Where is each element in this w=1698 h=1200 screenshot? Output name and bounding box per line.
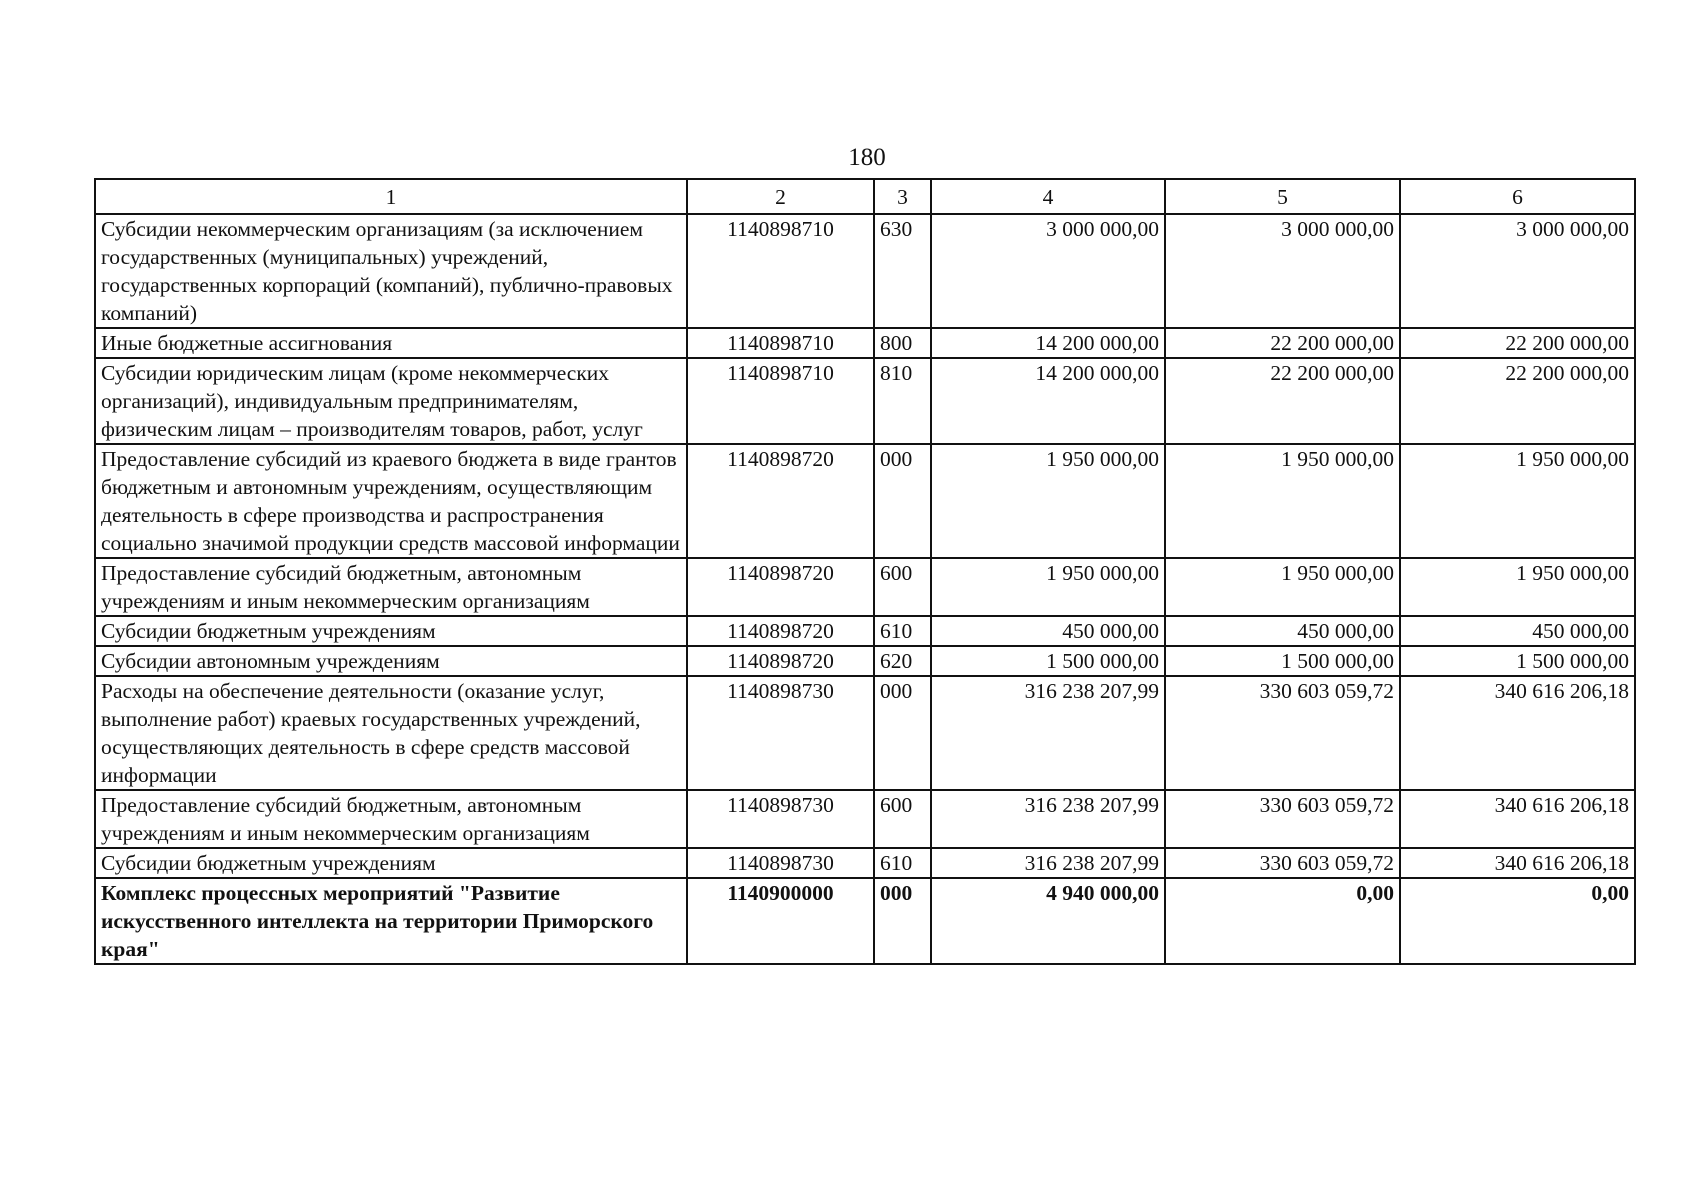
row-amount-4: 14 200 000,00	[931, 328, 1165, 358]
row-amount-5: 1 950 000,00	[1165, 558, 1400, 616]
row-name: Субсидии юридическим лицам (кроме некоммерческих организаций), индивидуальным предпринимателям, физическим лицам – производителям товаров, работ, услуг	[95, 358, 687, 444]
row-amount-6: 1 950 000,00	[1400, 558, 1635, 616]
row-target-code: 1140898730	[687, 790, 874, 848]
row-amount-6: 0,00	[1400, 878, 1635, 964]
row-amount-4: 450 000,00	[931, 616, 1165, 646]
table-row	[95, 328, 1635, 358]
row-amount-6: 22 200 000,00	[1400, 328, 1635, 358]
row-amount-5: 330 603 059,72	[1165, 848, 1400, 878]
row-target-code: 1140898730	[687, 676, 874, 790]
row-expense-type: 000	[874, 676, 931, 790]
header-row	[95, 179, 1635, 214]
row-name: Иные бюджетные ассигнования	[95, 328, 687, 358]
row-expense-type: 000	[874, 878, 931, 964]
row-amount-6: 3 000 000,00	[1400, 214, 1635, 328]
column-header-2: 2	[687, 179, 874, 214]
row-expense-type: 800	[874, 328, 931, 358]
budget-table	[94, 178, 1636, 965]
row-amount-5: 1 500 000,00	[1165, 646, 1400, 676]
table-row	[95, 358, 1635, 444]
row-target-code: 1140898710	[687, 214, 874, 328]
row-target-code: 1140898720	[687, 616, 874, 646]
table-row	[95, 848, 1635, 878]
row-expense-type: 810	[874, 358, 931, 444]
row-amount-6: 340 616 206,18	[1400, 790, 1635, 848]
row-amount-6: 340 616 206,18	[1400, 848, 1635, 878]
row-amount-5: 330 603 059,72	[1165, 676, 1400, 790]
row-name: Субсидии автономным учреждениям	[95, 646, 687, 676]
row-expense-type: 600	[874, 790, 931, 848]
row-expense-type: 610	[874, 616, 931, 646]
row-amount-6: 340 616 206,18	[1400, 676, 1635, 790]
row-name: Субсидии бюджетным учреждениям	[95, 616, 687, 646]
row-expense-type: 630	[874, 214, 931, 328]
row-name: Предоставление субсидий бюджетным, автономным учреждениям и иным некоммерческим организациям	[95, 790, 687, 848]
column-header-4: 4	[931, 179, 1165, 214]
row-amount-6: 1 500 000,00	[1400, 646, 1635, 676]
table-row	[95, 646, 1635, 676]
row-amount-6: 450 000,00	[1400, 616, 1635, 646]
row-target-code: 1140900000	[687, 878, 874, 964]
table-row	[95, 558, 1635, 616]
table-row	[95, 444, 1635, 558]
row-target-code: 1140898720	[687, 444, 874, 558]
column-header-1: 1	[95, 179, 687, 214]
column-header-6: 6	[1400, 179, 1635, 214]
row-name: Предоставление субсидий из краевого бюджета в виде грантов бюджетным и автономным учреждениям, осуществляющим деятельность в сфере производства и распространения социально значимой продукции средств массовой информации	[95, 444, 687, 558]
row-expense-type: 600	[874, 558, 931, 616]
table-row	[95, 616, 1635, 646]
row-amount-5: 22 200 000,00	[1165, 328, 1400, 358]
row-amount-4: 316 238 207,99	[931, 848, 1165, 878]
row-amount-5: 330 603 059,72	[1165, 790, 1400, 848]
column-header-3: 3	[874, 179, 931, 214]
row-amount-5: 0,00	[1165, 878, 1400, 964]
row-target-code: 1140898730	[687, 848, 874, 878]
table-row	[95, 676, 1635, 790]
table-row	[95, 214, 1635, 328]
column-header-5: 5	[1165, 179, 1400, 214]
row-target-code: 1140898720	[687, 558, 874, 616]
row-amount-5: 450 000,00	[1165, 616, 1400, 646]
row-amount-4: 316 238 207,99	[931, 790, 1165, 848]
row-target-code: 1140898710	[687, 328, 874, 358]
row-amount-5: 22 200 000,00	[1165, 358, 1400, 444]
row-name: Субсидии некоммерческим организациям (за исключением государственных (муниципальных) учреждений, государственных корпораций (компаний), публично-правовых компаний)	[95, 214, 687, 328]
row-amount-4: 14 200 000,00	[931, 358, 1165, 444]
row-target-code: 1140898710	[687, 358, 874, 444]
row-name: Предоставление субсидий бюджетным, автономным учреждениям и иным некоммерческим организациям	[95, 558, 687, 616]
row-amount-4: 4 940 000,00	[931, 878, 1165, 964]
row-amount-4: 316 238 207,99	[931, 676, 1165, 790]
row-expense-type: 620	[874, 646, 931, 676]
row-amount-4: 1 950 000,00	[931, 444, 1165, 558]
page-number: 180	[848, 144, 886, 171]
row-amount-4: 3 000 000,00	[931, 214, 1165, 328]
row-name: Субсидии бюджетным учреждениям	[95, 848, 687, 878]
row-expense-type: 610	[874, 848, 931, 878]
table-row	[95, 790, 1635, 848]
row-expense-type: 000	[874, 444, 931, 558]
row-amount-4: 1 500 000,00	[931, 646, 1165, 676]
table-row-section-total	[95, 878, 1635, 964]
row-name: Комплекс процессных мероприятий "Развитие искусственного интеллекта на территории Приморского края"	[95, 878, 687, 964]
row-amount-6: 22 200 000,00	[1400, 358, 1635, 444]
row-amount-6: 1 950 000,00	[1400, 444, 1635, 558]
row-target-code: 1140898720	[687, 646, 874, 676]
row-amount-4: 1 950 000,00	[931, 558, 1165, 616]
row-amount-5: 3 000 000,00	[1165, 214, 1400, 328]
row-name: Расходы на обеспечение деятельности (оказание услуг, выполнение работ) краевых государственных учреждений, осуществляющих деятельность в сфере средств массовой информации	[95, 676, 687, 790]
row-amount-5: 1 950 000,00	[1165, 444, 1400, 558]
